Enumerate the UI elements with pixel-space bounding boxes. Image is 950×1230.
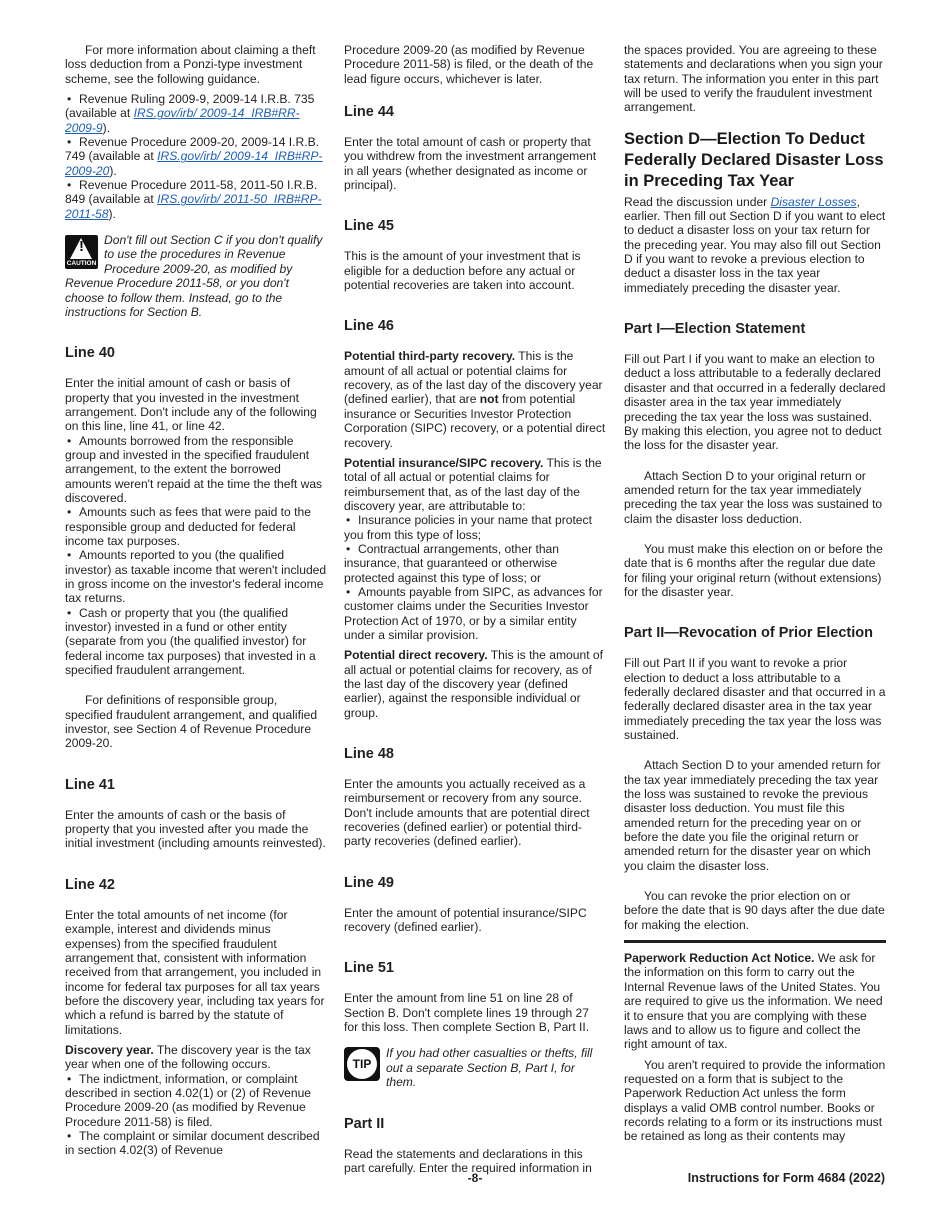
paragraph bbox=[65, 43, 327, 86]
text: We ask for the information on this form to carry out the Internal Revenue laws of the United States. You are required to give us the information. We need it to ensure that you are complying with these laws and to allow us to figure and collect the right amount of tax. bbox=[624, 951, 883, 1052]
paragraph bbox=[624, 889, 886, 932]
link[interactable]: IRS.gov/irb/ 2011-50_IRB#RP-2011-58 bbox=[65, 192, 322, 221]
text: Amounts such as fees that were paid to the responsible group and deducted for federal income tax purposes. bbox=[65, 505, 311, 548]
bullet-item bbox=[65, 548, 327, 605]
text: If you had other casualties or thefts, fill out a separate Section B, Part I, for them. bbox=[386, 1046, 593, 1090]
link[interactable]: IRS.gov/irb/ 2009-14_IRB#RP-2009-20 bbox=[65, 149, 323, 178]
bullet-item bbox=[65, 1129, 327, 1158]
section-heading bbox=[624, 321, 886, 338]
text: Part II bbox=[344, 1115, 385, 1132]
section-heading bbox=[65, 777, 327, 794]
link[interactable]: IRS.gov/irb/ 2009-14_IRB#RR-2009-9 bbox=[65, 106, 300, 135]
text: Enter the amount of potential insurance/SIPC recovery (defined earlier). bbox=[344, 905, 587, 935]
text: Line 49 bbox=[344, 874, 394, 891]
text: This is the amount of your investment that is eligible for a deduction before any actual or potential recoveries are taken into account. bbox=[344, 249, 581, 293]
text: The indictment, information, or complaint described in section 4.02(1) or (2) of Revenue Procedure 2009-20 (as modified by Revenue Procedure 2011-58) is filed. bbox=[65, 1071, 312, 1129]
section-heading bbox=[344, 746, 606, 763]
link[interactable]: Disaster Losses bbox=[770, 194, 857, 209]
paragraph bbox=[344, 135, 606, 192]
text: Line 51 bbox=[344, 960, 394, 977]
bullet-item bbox=[344, 585, 606, 642]
page-number: -8- bbox=[467, 1171, 483, 1185]
text: Procedure 2009-20 (as modified by Revenue Procedure 2011-58) is filed, or the death of the lead figure occurs, whichever is later. bbox=[344, 43, 594, 86]
column-2 bbox=[344, 43, 606, 1181]
bold-lead-text: Paperwork Reduction Act Notice. bbox=[624, 951, 815, 966]
bold-lead-text: Discovery year. bbox=[65, 1042, 154, 1057]
text: The discovery year is the tax year when one of the following occurs. bbox=[65, 1042, 311, 1072]
section-heading bbox=[65, 345, 327, 362]
text: Contractual arrangements, other than insurance, that guaranteed or otherwise protected against this type of loss; or bbox=[344, 541, 560, 585]
paragraph bbox=[65, 808, 327, 851]
section-d-heading bbox=[624, 129, 886, 192]
paragraph bbox=[624, 195, 886, 295]
text: Enter the total amount of cash or property that you withdrew from the investment arrangement in all years (whether designated as income or principal). bbox=[344, 135, 597, 193]
text: Read the discussion under bbox=[624, 194, 771, 209]
text: Enter the amount from line 51 on line 28 of Section B. Don't complete lines 19 through 27 for this loss. Then complete Section B, Part II. bbox=[344, 991, 590, 1035]
text: Line 42 bbox=[65, 876, 115, 893]
text: Attach Section D to your original return or amended return for the tax year immediately preceding the tax year the loss was sustained to claim the disaster loss deduction. bbox=[624, 468, 883, 526]
paragraph bbox=[65, 908, 327, 1037]
paragraph bbox=[344, 777, 606, 849]
bullet-item bbox=[344, 513, 606, 542]
paragraph bbox=[344, 456, 606, 513]
text: ). bbox=[109, 163, 117, 178]
section-heading bbox=[344, 104, 606, 121]
text: You can revoke the prior election on or before the date that is 90 days after the due date for making the election. bbox=[624, 889, 885, 932]
text: The complaint or similar document described in section 4.02(3) of Revenue bbox=[65, 1128, 320, 1158]
text: Enter the initial amount of cash or basis of property that you invested in the investment arrangement. Don't include any of the following on this line, line 41, or line 42. bbox=[65, 376, 317, 434]
paragraph bbox=[624, 656, 886, 742]
text: Amounts borrowed from the responsible group and invested in the specified fraudulent arrangement, to the extent the borrowed amounts weren't repaid at the time the theft was discovered. bbox=[65, 433, 323, 505]
text: Don't fill out Section C if you don't qualify to use the procedures in Revenue Procedure 2009-20, as modified by Revenue Procedure 2011-58, or you don't choose to follow them. Instead, go to the instructions for Section B. bbox=[65, 233, 323, 319]
paragraph bbox=[344, 349, 606, 449]
tip-icon bbox=[344, 1047, 380, 1081]
section-heading bbox=[344, 218, 606, 235]
text: Fill out Part II if you want to revoke a prior election to deduct a loss attributable to a federally declared disaster and that occurred in a federally declared disaster area in the tax year immediately preceding the tax year the loss was sustained. bbox=[624, 656, 886, 742]
text: This is the amount of all actual or potential claims for recovery, as of the last day of the discovery year (defined earlier), against the responsible individual or group. bbox=[344, 648, 604, 720]
text: You aren't required to provide the information requested on a form that is subject to the Paperwork Reduction Act unless the form displays a valid OMB control number. Books or records relating to a form or its instructions must be retained as long as their contents may bbox=[624, 1057, 886, 1144]
section-heading bbox=[344, 1116, 606, 1133]
paragraph bbox=[344, 906, 606, 935]
section-heading bbox=[344, 960, 606, 977]
paragraph bbox=[344, 991, 606, 1034]
bold-lead-text: Potential direct recovery. bbox=[344, 648, 488, 663]
bullet-item bbox=[344, 542, 606, 585]
paragraph bbox=[344, 249, 606, 292]
text: You must make this election on or before the date that is 6 months after the regular due date for filing your original return (without extensions) for the disaster year. bbox=[624, 541, 883, 599]
section-heading bbox=[344, 875, 606, 892]
paragraph bbox=[624, 352, 886, 452]
text: This is the amount of all actual or potential claims for recovery, as of the last day of the discovery year (defined earlier), that are bbox=[344, 349, 603, 407]
text: Amounts reported to you (the qualified investor) as taxable income that weren't included in gross income on the investor's federal income tax returns. bbox=[65, 548, 327, 606]
text: Line 46 bbox=[344, 318, 394, 335]
icon-label: CAUTION bbox=[66, 260, 97, 268]
tip-note bbox=[344, 1046, 606, 1089]
text: For more information about claiming a theft loss deduction from a Ponzi-type investment scheme, see the following guidance. bbox=[65, 43, 316, 86]
text: Read the statements and declarations in this part carefully. Enter the required information in bbox=[344, 1146, 592, 1175]
bullet-item bbox=[65, 92, 327, 135]
bullet-item bbox=[65, 1072, 327, 1129]
paragraph bbox=[624, 951, 886, 1051]
text: Amounts payable from SIPC, as advances for customer claims under the Securities Investor Protection Act of 1970, or by a similar entity under a similar provision. bbox=[344, 584, 603, 642]
paragraph bbox=[624, 43, 886, 115]
bold-lead-text: not bbox=[479, 392, 499, 407]
text: the spaces provided. You are agreeing to these statements and declarations when you sign your tax return. The information you enter in this part will be used to verify the fraudulent investment arrangement. bbox=[624, 43, 883, 115]
section-divider bbox=[624, 940, 886, 943]
caution-icon: ! CAUTION bbox=[65, 235, 98, 269]
text: ). bbox=[108, 206, 116, 221]
paragraph bbox=[344, 648, 606, 720]
text: Enter the amounts of cash or the basis of property that you invested after you made the initial investment (including amounts reinvested). bbox=[65, 807, 326, 851]
text: Cash or property that you (the qualified investor) invested in a fund or other entity (separate from you (the qualified investor) for federal income tax purposes) that invested in a specified fraudulent arrangement. bbox=[65, 605, 316, 678]
caution-note bbox=[65, 233, 327, 319]
paragraph bbox=[344, 43, 606, 86]
paragraph bbox=[624, 469, 886, 526]
text: Part I—Election Statement bbox=[624, 321, 806, 338]
column-3 bbox=[624, 43, 886, 1150]
text: Line 40 bbox=[65, 345, 115, 362]
text: Line 48 bbox=[344, 746, 394, 763]
text: Part II—Revocation of Prior Election bbox=[624, 625, 873, 642]
text: Revenue Procedure 2011-58, 2011-50 I.R.B. 849 (available at bbox=[65, 178, 318, 207]
form-name: Instructions for Form 4684 (2022) bbox=[687, 1171, 885, 1185]
column-1 bbox=[65, 43, 327, 1158]
text: Section D—Election To Deduct Federally Declared Disaster Loss in Preceding Tax Year bbox=[624, 129, 884, 190]
text: Revenue Procedure 2009-20, 2009-14 I.R.B. 749 (available at bbox=[65, 135, 320, 164]
paragraph bbox=[65, 1043, 327, 1072]
text: Insurance policies in your name that protect you from this type of loss; bbox=[344, 513, 592, 542]
paragraph bbox=[65, 693, 327, 750]
text: Fill out Part I if you want to make an election to deduct a loss attributable to a federally declared disaster and that occurred in a federally declared disaster area in the tax year immediately preceding the tax year the loss was sustained. By making this election, you agree not to deduct the loss for the disaster year. bbox=[624, 352, 886, 453]
text: Revenue Ruling 2009-9, 2009-14 I.R.B. 735 (available at bbox=[65, 92, 315, 121]
text: This is the total of all actual or potential claims for reimbursement that, as of the last day of the discovery year, are attributable to: bbox=[344, 455, 602, 513]
text: For definitions of responsible group, specified fraudulent arrangement, and qualified investor, see Section 4 of Revenue Procedure 2009-20. bbox=[65, 693, 318, 751]
bullet-item bbox=[65, 178, 327, 221]
paragraph bbox=[624, 1058, 886, 1144]
section-heading bbox=[65, 877, 327, 894]
paragraph bbox=[65, 376, 327, 433]
text: Enter the amounts you actually received as a reimbursement or recovery from any source. Don't include amounts that are potential direct recoveries (defined earlier) or potential third-party recoveries (defined earlier). bbox=[344, 777, 590, 849]
bullet-item bbox=[65, 434, 327, 506]
bullet-item bbox=[65, 135, 327, 178]
text: ). bbox=[102, 120, 111, 135]
text: Enter the total amounts of net income (for example, interest and dividends minus expenses) from the specified fraudulent arrangement that, consistent with information received from that arrangement, you included in income for federal tax purposes for all tax years before the discovery year, including tax years for which a refund is barred by the statute of limitations. bbox=[65, 907, 325, 1037]
text: from potential insurance or Securities Investor Protection Corporation (SIPC) recovery, or a potential direct recovery. bbox=[344, 392, 606, 450]
text: Line 45 bbox=[344, 218, 394, 235]
text: Attach Section D to your amended return for the tax year immediately preceding the tax year the loss was sustained to revoke the previous disaster loss deduction. You must file this amended return for the preceding year on or before the date you file the original return or amended return for the disaster year on which you claim the disaster loss. bbox=[624, 758, 881, 873]
paragraph bbox=[624, 758, 886, 873]
text: Line 44 bbox=[344, 104, 394, 121]
bold-lead-text: Potential third-party recovery. bbox=[344, 349, 516, 364]
bullet-item bbox=[65, 505, 327, 548]
icon-label: TIP bbox=[347, 1049, 377, 1079]
bold-lead-text: Potential insurance/SIPC recovery. bbox=[344, 455, 544, 470]
section-heading bbox=[344, 318, 606, 335]
paragraph bbox=[624, 542, 886, 599]
section-heading bbox=[624, 625, 886, 642]
text: Line 41 bbox=[65, 776, 115, 793]
text: , earlier. Then fill out Section D if you want to elect to deduct a disaster loss on your tax return for the preceding year. You may also fill out Section D if you want to revoke a previous election to deduct a disaster loss in the tax year immediately preceding the disaster year. bbox=[624, 194, 886, 295]
bullet-item bbox=[65, 606, 327, 678]
